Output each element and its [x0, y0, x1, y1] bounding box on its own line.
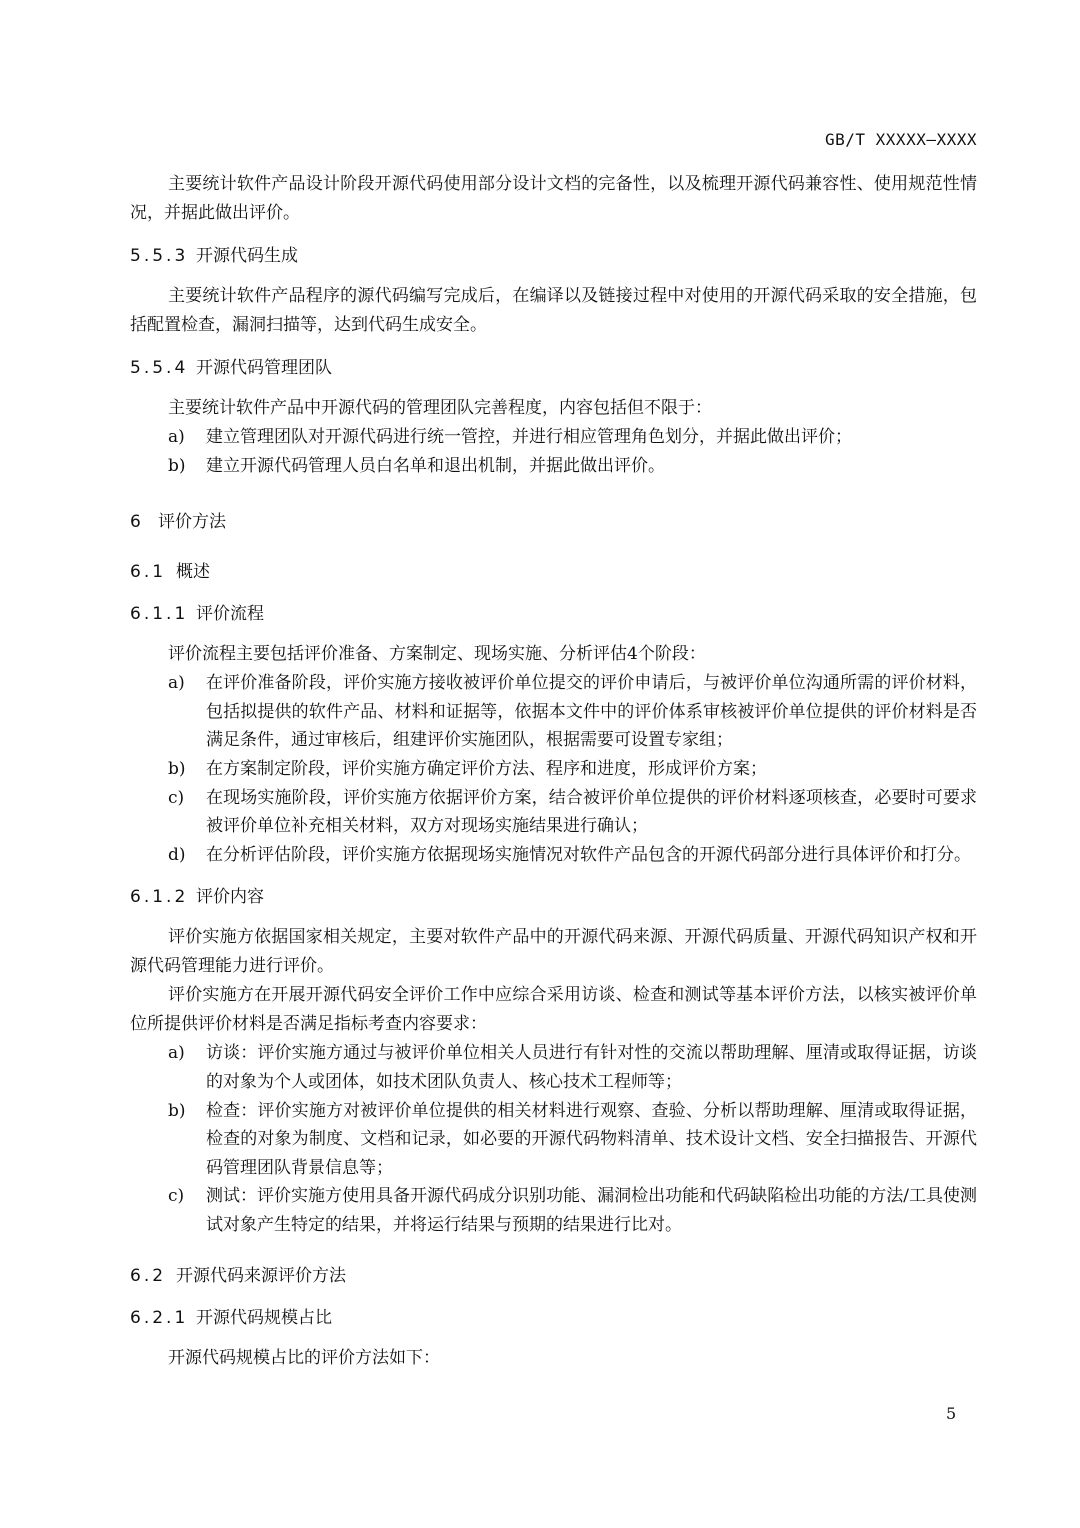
heading-title: 开源代码生成	[196, 246, 298, 266]
paragraph-5-5-3: 主要统计软件产品程序的源代码编写完成后，在编译以及链接过程中对使用的开源代码采取的安全措施，包括配置检查，漏洞扫描等，达到代码生成安全。	[130, 286, 977, 335]
heading-number: 6.2	[130, 1265, 167, 1286]
heading-title: 开源代码规模占比	[196, 1307, 332, 1328]
heading-5-5-4	[130, 354, 977, 382]
heading-6-1-1	[130, 600, 977, 628]
list-text: 在评价准备阶段，评价实施方接收被评价单位提交的评价申请后，与被评价单位沟通所需的评价材料，包括拟提供的软件产品、材料和证据等，依据本文件中的评价体系审核被评价单位提供的评价材料是否满足条件，通过审核后，组建评价实施团队，根据需要可设置专家组；	[206, 673, 977, 751]
heading-6-1-2	[130, 883, 977, 911]
list-marker: c)	[168, 1186, 185, 1207]
heading-number: 6	[130, 512, 141, 533]
list-text: 在现场实施阶段，评价实施方依据评价方案，结合被评价单位提供的评价材料逐项核查，必要时可要求被评价单位补充相关材料，双方对现场实施结果进行确认；	[206, 787, 977, 837]
list-marker: b)	[168, 1100, 186, 1121]
heading-title: 概述	[176, 562, 210, 583]
list-item	[130, 1097, 977, 1183]
page-number: 5	[946, 1404, 957, 1423]
paragraph-5-5-4: 主要统计软件产品中开源代码的管理团队完善程度，内容包括但不限于：	[168, 398, 712, 418]
paragraph-6-1-2-b: 评价实施方在开展开源代码安全评价工作中应综合采用访谈、检查和测试等基本评价方法，以核实被评价单位所提供评价材料是否满足指标考查内容要求：	[130, 985, 977, 1035]
list-marker: b)	[168, 455, 186, 476]
heading-number: 5.5.4	[130, 358, 189, 378]
list-item	[130, 755, 977, 784]
document-code-header: GB/T XXXXX—XXXX	[825, 130, 977, 149]
paragraph-6-1-1: 评价流程主要包括评价准备、方案制定、现场实施、分析评估4个阶段：	[168, 644, 706, 665]
list-item	[130, 841, 977, 870]
heading-6-2	[130, 1262, 977, 1290]
list-marker: a)	[168, 673, 185, 694]
list-marker: b)	[168, 758, 186, 779]
list-text: 测试：评价实施方使用具备开源代码成分识别功能、漏洞检出功能和代码缺陷检出功能的方法/工具使测试对象产生特定的结果，并将运行结果与预期的结果进行比对。	[206, 1186, 977, 1235]
paragraph-5-5-2-tail: 主要统计软件产品设计阶段开源代码使用部分设计文档的完备性，以及梳理开源代码兼容性、使用规范性情况，并据此做出评价。	[130, 174, 977, 223]
heading-title: 评价内容	[196, 887, 264, 908]
list-text: 在方案制定阶段，评价实施方确定评价方法、程序和进度，形成评价方案；	[206, 758, 767, 779]
list-item	[130, 669, 977, 755]
heading-title: 评价流程	[196, 604, 264, 625]
heading-number: 6.1.1	[130, 604, 189, 625]
heading-title: 评价方法	[158, 512, 226, 533]
heading-5-5-3	[130, 242, 977, 270]
list-marker: d)	[168, 844, 186, 865]
paragraph-6-1-2-a: 评价实施方依据国家相关规定，主要对软件产品中的开源代码来源、开源代码质量、开源代码知识产权和开源代码管理能力进行评价。	[130, 927, 977, 977]
list-6-1-1	[130, 669, 977, 869]
page-content	[130, 170, 977, 1373]
list-item	[130, 452, 977, 481]
list-item	[130, 784, 977, 841]
list-item	[130, 423, 977, 452]
list-item	[130, 1182, 977, 1239]
heading-number: 5.5.3	[130, 246, 189, 266]
heading-6	[130, 508, 977, 536]
list-6-1-2	[130, 1039, 977, 1239]
list-marker: c)	[168, 787, 185, 808]
heading-number: 6.2.1	[130, 1307, 189, 1328]
list-marker: a)	[168, 427, 185, 447]
heading-title: 开源代码来源评价方法	[176, 1265, 346, 1286]
heading-6-1	[130, 558, 977, 586]
heading-number: 6.1.2	[130, 887, 189, 908]
list-5-5-4	[130, 423, 977, 480]
paragraph-6-2-1: 开源代码规模占比的评价方法如下：	[168, 1347, 440, 1368]
heading-number: 6.1	[130, 562, 167, 583]
list-text: 建立管理团队对开源代码进行统一管控，并进行相应管理角色划分，并据此做出评价；	[206, 427, 852, 447]
list-text: 检查：评价实施方对被评价单位提供的相关材料进行观察、查验、分析以帮助理解、厘清或取得证据，检查的对象为制度、文档和记录，如必要的开源代码物料清单、技术设计文档、安全扫描报告、开源代码管理团队背景信息等；	[206, 1100, 977, 1178]
list-marker: a)	[168, 1043, 185, 1064]
list-text: 在分析评估阶段，评价实施方依据现场实施情况对软件产品包含的开源代码部分进行具体评价和打分。	[206, 844, 971, 865]
list-text: 建立开源代码管理人员白名单和退出机制，并据此做出评价。	[206, 455, 665, 476]
heading-6-2-1	[130, 1304, 977, 1332]
list-text: 访谈：评价实施方通过与被评价单位相关人员进行有针对性的交流以帮助理解、厘清或取得证据，访谈的对象为个人或团体，如技术团队负责人、核心技术工程师等；	[206, 1043, 977, 1092]
list-item	[130, 1039, 977, 1096]
heading-title: 开源代码管理团队	[196, 358, 332, 378]
